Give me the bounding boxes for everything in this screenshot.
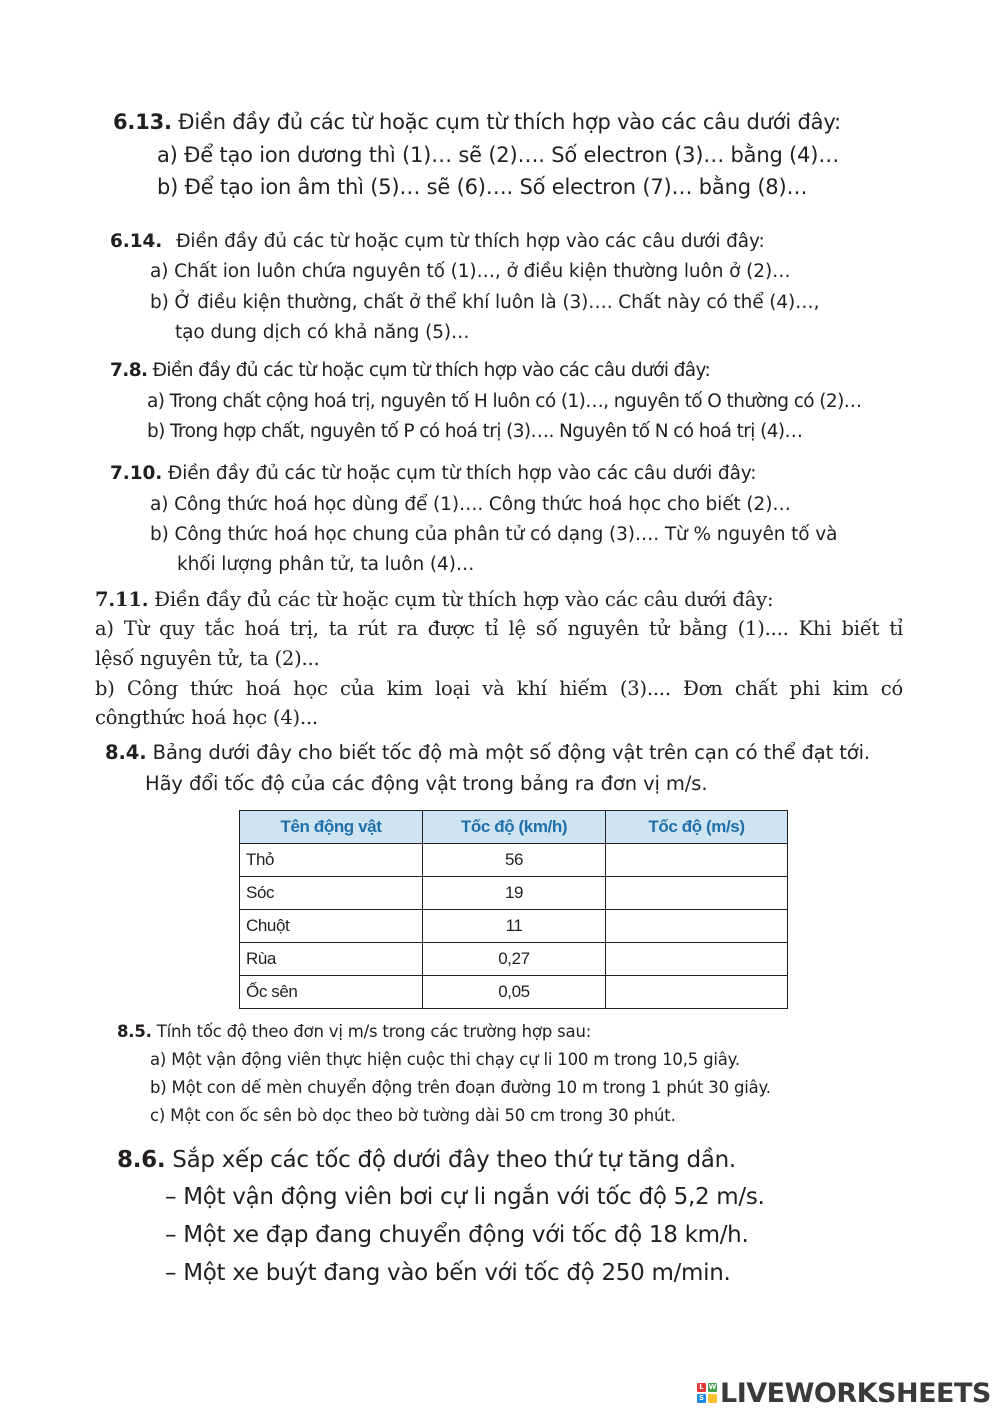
question-item-c: c) Một con ốc sên bò dọc theo bờ tường dài 50 cm trong 30 phút. bbox=[150, 1106, 676, 1125]
logo-text: LIVEWORKSHEETS bbox=[720, 1377, 991, 1409]
question-number: 7.10. bbox=[110, 463, 163, 484]
liveworksheets-logo[interactable] bbox=[697, 1378, 991, 1408]
question-stem bbox=[110, 231, 765, 252]
question-item-b-cont: tạo dung dịch có khả năng (5)… bbox=[175, 322, 470, 343]
logo-mark-cell bbox=[708, 1394, 717, 1403]
question-stem bbox=[105, 741, 870, 764]
logo-mark-icon bbox=[697, 1383, 717, 1403]
speed-kmh: 0,05 bbox=[423, 976, 606, 1009]
speed-kmh: 11 bbox=[423, 910, 606, 943]
logo-mark-cell: W bbox=[708, 1383, 717, 1391]
speed-ms-answer[interactable] bbox=[606, 943, 788, 976]
question-stem-text: Điền đầy đủ các từ hoặc cụm từ thích hợp vào các câu dưới đây: bbox=[148, 588, 774, 611]
logo-mark-cell: L bbox=[697, 1383, 706, 1392]
question-stem-text: Bảng dưới đây cho biết tốc độ mà một số động vật trên cạn có thể đạt tới. bbox=[146, 741, 871, 764]
question-stem bbox=[117, 1022, 591, 1041]
question-item-a: a) Từ quy tắc hoá trị, ta rút ra được tỉ lệ số nguyên tử bằng (1).... Khi biết tỉ bbox=[95, 617, 903, 640]
speed-kmh: 19 bbox=[423, 877, 606, 910]
question-item-1: – Một vận động viên bơi cự li ngắn với tốc độ 5,2 m/s. bbox=[165, 1184, 765, 1210]
animal-name: Rùa bbox=[240, 943, 423, 976]
question-item-a: a) Công thức hoá học dùng để (1)…. Công thức hoá học cho biết (2)… bbox=[150, 494, 791, 515]
question-item-a-cont: lệsố nguyên tử, ta (2)... bbox=[95, 647, 320, 670]
question-number: 6.14. bbox=[110, 231, 163, 252]
question-item-b: b) Trong hợp chất, nguyên tố P có hoá trị (3)…. Nguyên tố N có hoá trị (4)… bbox=[147, 421, 803, 442]
question-item-b: b) Công thức hoá học chung của phân tử có dạng (3)…. Từ % nguyên tố và bbox=[150, 524, 838, 545]
animal-name: Thỏ bbox=[240, 844, 423, 877]
question-item-b: b) Để tạo ion âm thì (5)… sẽ (6)…. Số electron (7)… bằng (8)… bbox=[157, 175, 808, 199]
table-row bbox=[240, 943, 788, 976]
speed-ms-answer[interactable] bbox=[606, 877, 788, 910]
logo-mark-cell: S bbox=[698, 1394, 705, 1402]
question-item-b: b) Công thức hoá học của kim loại và khí hiếm (3).... Đơn chất phi kim có bbox=[95, 677, 903, 700]
question-number: 8.4. bbox=[105, 741, 147, 764]
question-item-3: – Một xe buýt đang vào bến với tốc độ 250 m/min. bbox=[165, 1260, 731, 1286]
header-speed-kmh: Tốc độ (km/h) bbox=[423, 811, 606, 844]
table-row bbox=[240, 844, 788, 877]
question-number: 7.8. bbox=[110, 360, 148, 381]
question-item-a: a) Để tạo ion dương thì (1)… sẽ (2)…. Số electron (3)… bằng (4)… bbox=[157, 143, 840, 167]
question-number: 6.13. bbox=[113, 110, 172, 134]
speed-kmh: 56 bbox=[423, 844, 606, 877]
speed-kmh: 0,27 bbox=[423, 943, 606, 976]
header-animal-name: Tên động vật bbox=[240, 811, 423, 844]
question-item-a: a) Chất ion luôn chứa nguyên tố (1)…, ở điều kiện thường luôn ở (2)… bbox=[150, 261, 791, 282]
question-item-b: b) Ở điều kiện thường, chất ở thể khí luôn là (3)…. Chất này có thể (4)…, bbox=[150, 292, 820, 313]
speed-ms-answer[interactable] bbox=[606, 976, 788, 1009]
question-stem bbox=[117, 1147, 736, 1173]
question-stem-text: Điền đầy đủ các từ hoặc cụm từ thích hợp vào các câu dưới đây: bbox=[147, 360, 711, 381]
question-stem-text: Điền đầy đủ các từ hoặc cụm từ thích hợp vào các câu dưới đây: bbox=[171, 110, 841, 134]
question-stem-cont: Hãy đổi tốc độ của các động vật trong bảng ra đơn vị m/s. bbox=[145, 772, 708, 795]
speed-table bbox=[239, 810, 788, 1009]
question-stem bbox=[113, 110, 841, 134]
question-item-b-cont: côngthức hoá học (4)... bbox=[95, 706, 318, 729]
speed-ms-answer[interactable] bbox=[606, 910, 788, 943]
question-stem bbox=[110, 463, 756, 484]
animal-name: Sóc bbox=[240, 877, 423, 910]
question-number: 8.5. bbox=[117, 1022, 152, 1041]
question-item-2: – Một xe đạp đang chuyển động với tốc độ 18 km/h. bbox=[165, 1222, 749, 1248]
table-row bbox=[240, 877, 788, 910]
question-stem-text: Điền đầy đủ các từ hoặc cụm từ thích hợp vào các câu dưới đây: bbox=[162, 463, 757, 484]
question-item-b-cont: khối lượng phân tử, ta luôn (4)… bbox=[177, 554, 475, 575]
question-item-a: a) Một vận động viên thực hiện cuộc thi chạy cự li 100 m trong 10,5 giây. bbox=[150, 1050, 740, 1069]
question-stem-text: Điền đầy đủ các từ hoặc cụm từ thích hợp vào các câu dưới đây: bbox=[176, 231, 765, 252]
question-item-b: b) Một con dế mèn chuyển động trên đoạn đường 10 m trong 1 phút 30 giây. bbox=[150, 1078, 771, 1097]
question-stem-text: Sắp xếp các tốc độ dưới đây theo thứ tự tăng dần. bbox=[165, 1147, 736, 1173]
question-number: 7.11. bbox=[95, 588, 149, 611]
question-stem bbox=[110, 360, 710, 381]
animal-name: Chuột bbox=[240, 910, 423, 943]
header-speed-ms: Tốc độ (m/s) bbox=[606, 811, 788, 844]
question-stem-text: Tính tốc độ theo đơn vị m/s trong các trường hợp sau: bbox=[151, 1022, 592, 1041]
question-stem bbox=[95, 588, 773, 611]
table-row bbox=[240, 910, 788, 943]
question-number: 8.6. bbox=[117, 1147, 166, 1173]
animal-name: Ốc sên bbox=[240, 976, 423, 1009]
table-header-row bbox=[240, 811, 788, 844]
table-row bbox=[240, 976, 788, 1009]
question-item-a: a) Trong chất cộng hoá trị, nguyên tố H luôn có (1)…, nguyên tố O thường có (2)… bbox=[147, 391, 862, 412]
speed-ms-answer[interactable] bbox=[606, 844, 788, 877]
